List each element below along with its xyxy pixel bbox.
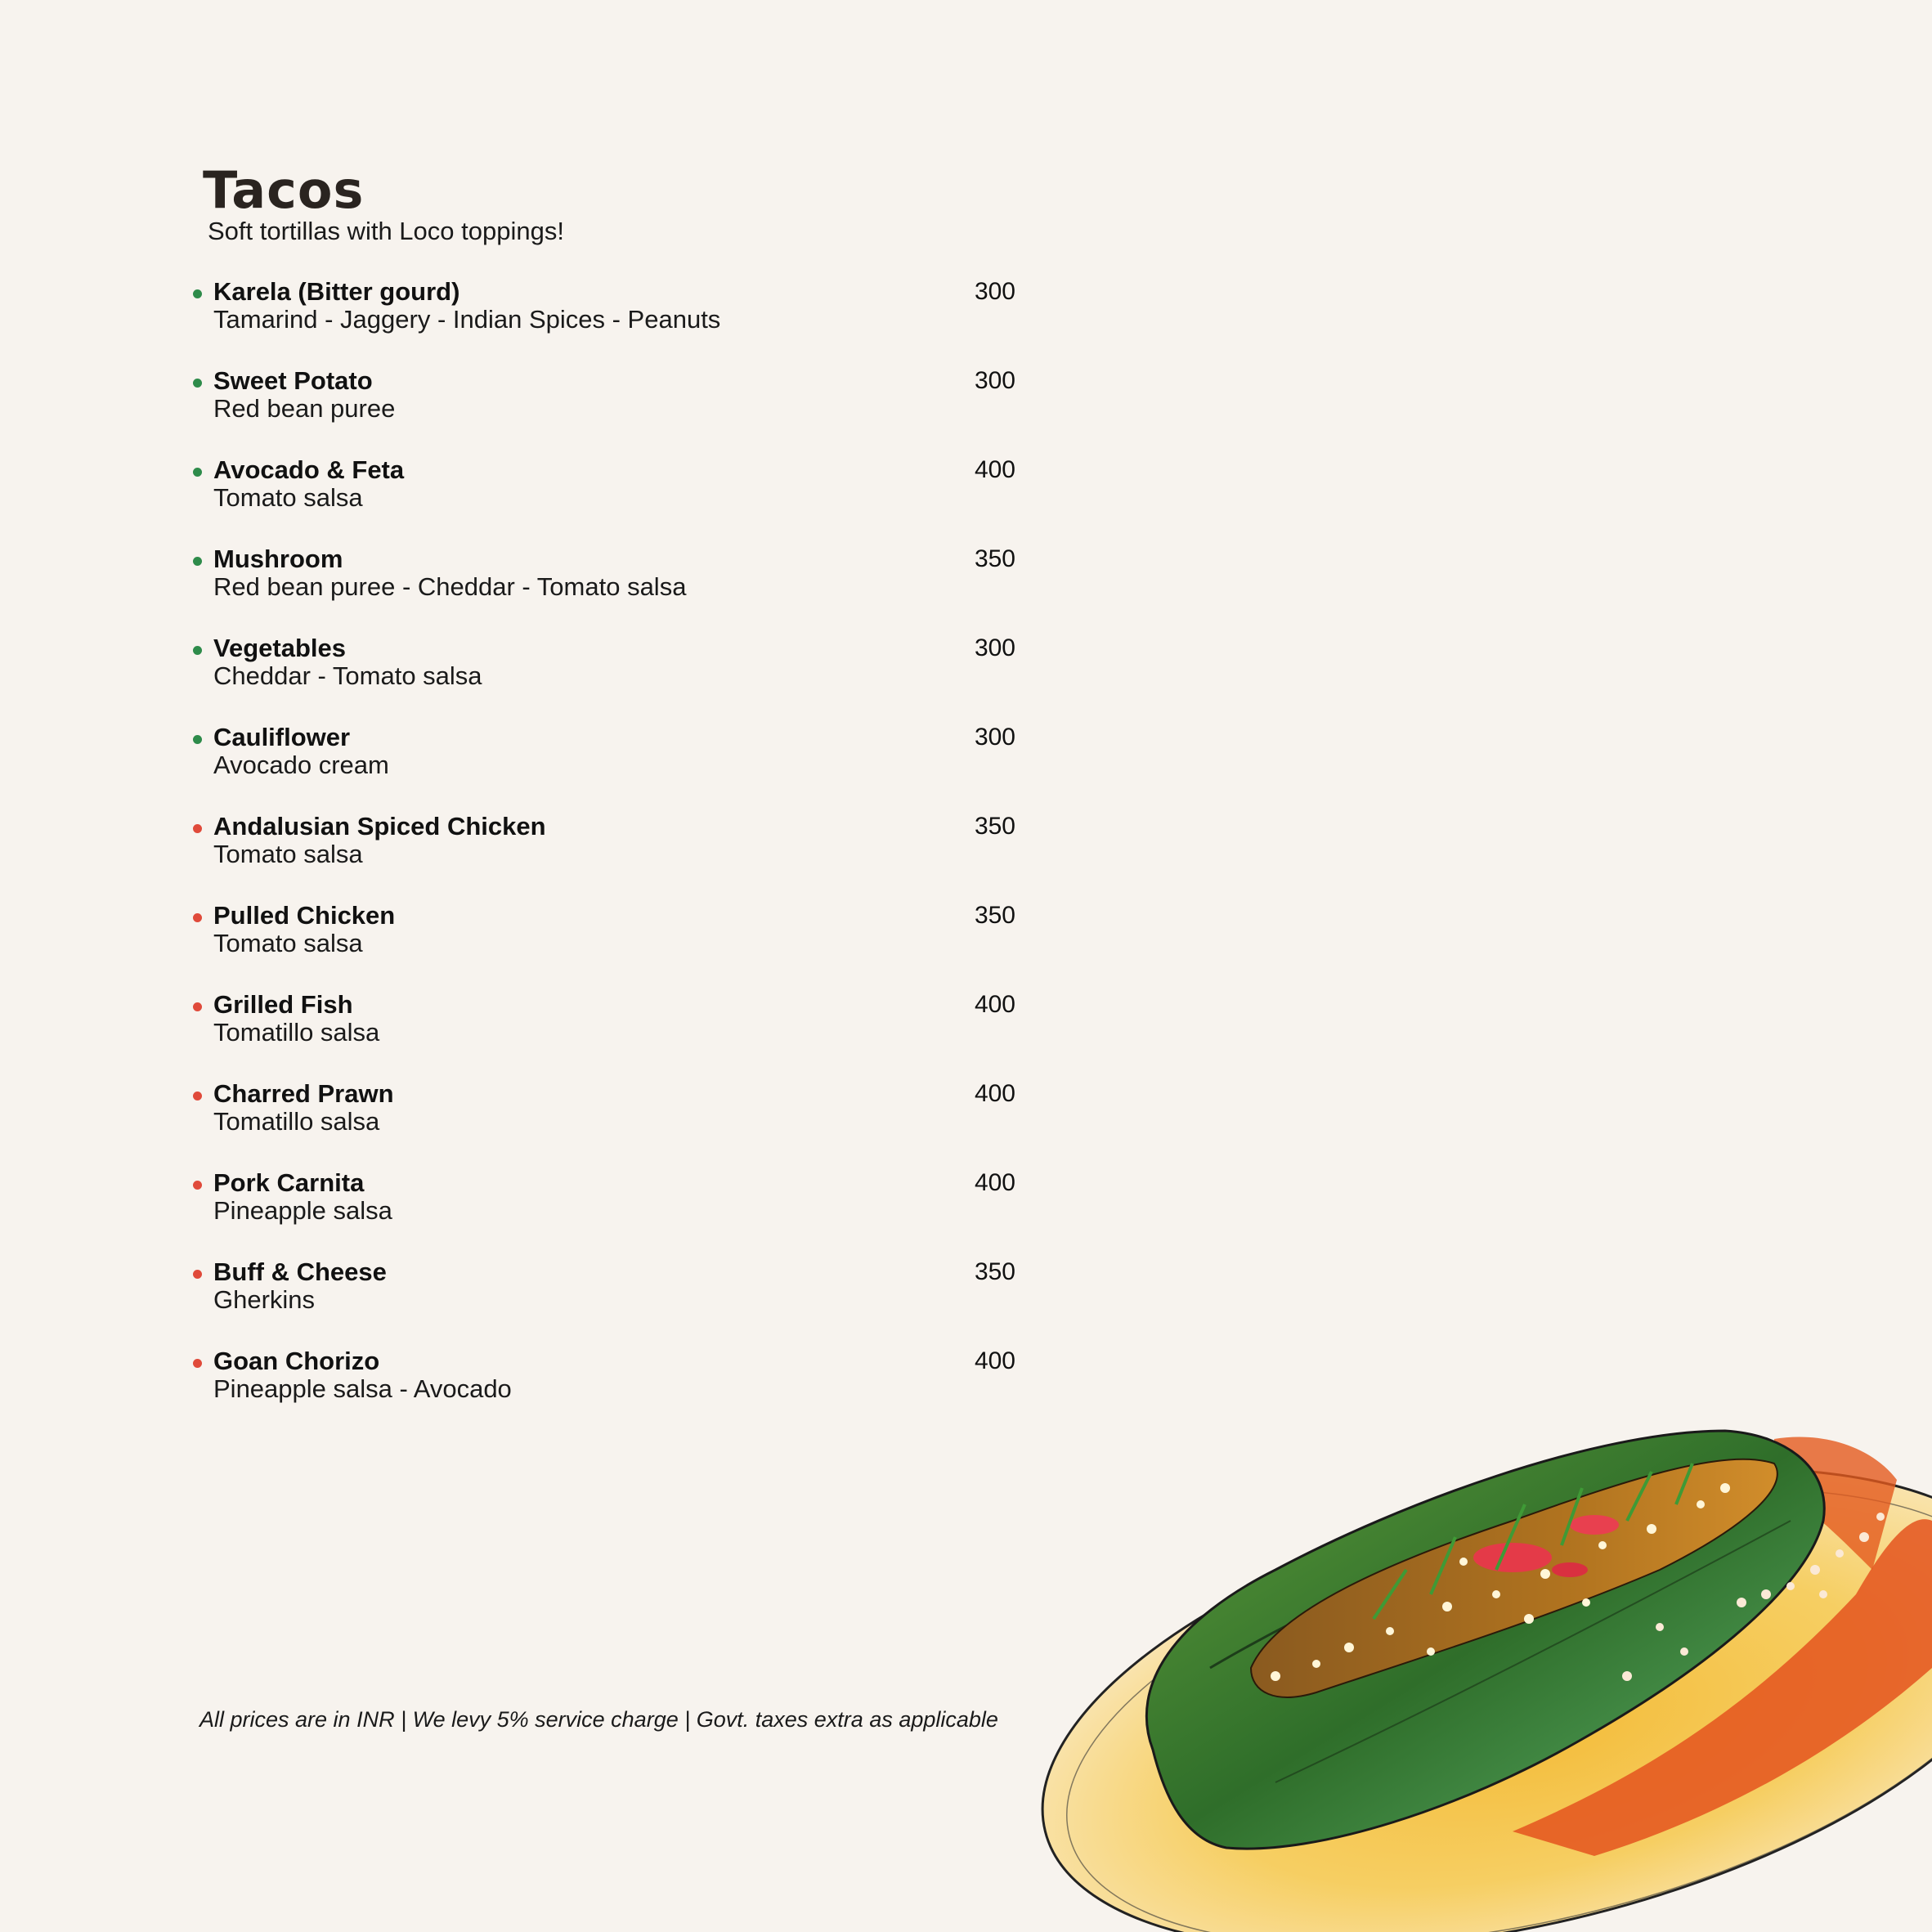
menu-item-name: Grilled Fish: [213, 990, 353, 1019]
menu-item-price: 400: [974, 991, 1015, 1018]
non-veg-indicator-icon: [193, 1092, 202, 1100]
menu-item-description: Red bean puree: [213, 394, 396, 423]
menu-item-name: Buff & Cheese: [213, 1257, 387, 1286]
menu-item: [190, 900, 1015, 989]
non-veg-indicator-icon: [193, 1359, 202, 1368]
menu-item-name: Vegetables: [213, 634, 346, 662]
menu-item: [190, 1257, 1015, 1346]
menu-item-price: 300: [974, 367, 1015, 394]
menu-item-description: Tomatillo salsa: [213, 1018, 380, 1047]
non-veg-indicator-icon: [193, 1270, 202, 1279]
menu-item-description: Gherkins: [213, 1285, 316, 1314]
menu-item-description: Tomato salsa: [213, 483, 363, 512]
veg-indicator-icon: [193, 379, 202, 388]
menu-item-list: [190, 276, 1015, 1435]
menu-item-price: 350: [974, 813, 1015, 840]
menu-item: [190, 1168, 1015, 1257]
menu-item-price: 300: [974, 724, 1015, 751]
menu-item-description: Tamarind - Jaggery - Indian Spices - Peanuts: [213, 305, 721, 334]
menu-item-price: 350: [974, 902, 1015, 929]
menu-item-name: Andalusian Spiced Chicken: [213, 812, 546, 840]
menu-title: Tacos: [203, 160, 365, 220]
menu-item: [190, 276, 1015, 365]
menu-item-price: 300: [974, 634, 1015, 661]
menu-item: [190, 1346, 1015, 1435]
menu-item: [190, 811, 1015, 900]
non-veg-indicator-icon: [193, 913, 202, 922]
menu-item-price: 400: [974, 1080, 1015, 1107]
menu-item-price: 400: [974, 1347, 1015, 1374]
menu-item-price: 400: [974, 456, 1015, 483]
menu-item: [190, 989, 1015, 1078]
menu-item-price: 350: [974, 1258, 1015, 1285]
non-veg-indicator-icon: [193, 1002, 202, 1011]
menu-item-price: 350: [974, 545, 1015, 572]
menu-item-name: Goan Chorizo: [213, 1347, 380, 1375]
menu-item-description: Cheddar - Tomato salsa: [213, 661, 482, 690]
non-veg-indicator-icon: [193, 824, 202, 833]
menu-subtitle: Soft tortillas with Loco toppings!: [208, 217, 564, 245]
veg-indicator-icon: [193, 557, 202, 566]
menu-item-name: Pulled Chicken: [213, 901, 396, 930]
menu-item: [190, 365, 1015, 455]
veg-indicator-icon: [193, 646, 202, 655]
veg-indicator-icon: [193, 735, 202, 744]
menu-item: [190, 1078, 1015, 1168]
menu-item-description: Tomatillo salsa: [213, 1107, 380, 1136]
menu-item-price: 300: [974, 278, 1015, 305]
menu-item-name: Avocado & Feta: [213, 455, 405, 484]
menu-item-name: Charred Prawn: [213, 1079, 394, 1108]
menu-item: [190, 544, 1015, 633]
menu-item-name: Karela (Bitter gourd): [213, 277, 460, 306]
menu-item: [190, 722, 1015, 811]
veg-indicator-icon: [193, 289, 202, 298]
pricing-footnote: All prices are in INR | We levy 5% service charge | Govt. taxes extra as applicable: [199, 1707, 998, 1732]
menu-item: [190, 455, 1015, 544]
veg-indicator-icon: [193, 468, 202, 477]
menu-item-name: Cauliflower: [213, 723, 351, 751]
menu-item-name: Pork Carnita: [213, 1168, 365, 1197]
menu-item-name: Sweet Potato: [213, 366, 373, 395]
non-veg-indicator-icon: [193, 1181, 202, 1190]
menu-item-description: Pineapple salsa: [213, 1196, 392, 1225]
menu-item-description: Red bean puree - Cheddar - Tomato salsa: [213, 572, 687, 601]
menu-item-description: Pineapple salsa - Avocado: [213, 1374, 512, 1403]
menu-item-description: Avocado cream: [213, 751, 389, 779]
menu-item-name: Mushroom: [213, 545, 343, 573]
menu-item-price: 400: [974, 1169, 1015, 1196]
menu-item: [190, 633, 1015, 722]
taco-plate-illustration: [1006, 1325, 1932, 1932]
menu-item-description: Tomato salsa: [213, 840, 363, 868]
menu-item-description: Tomato salsa: [213, 929, 363, 957]
